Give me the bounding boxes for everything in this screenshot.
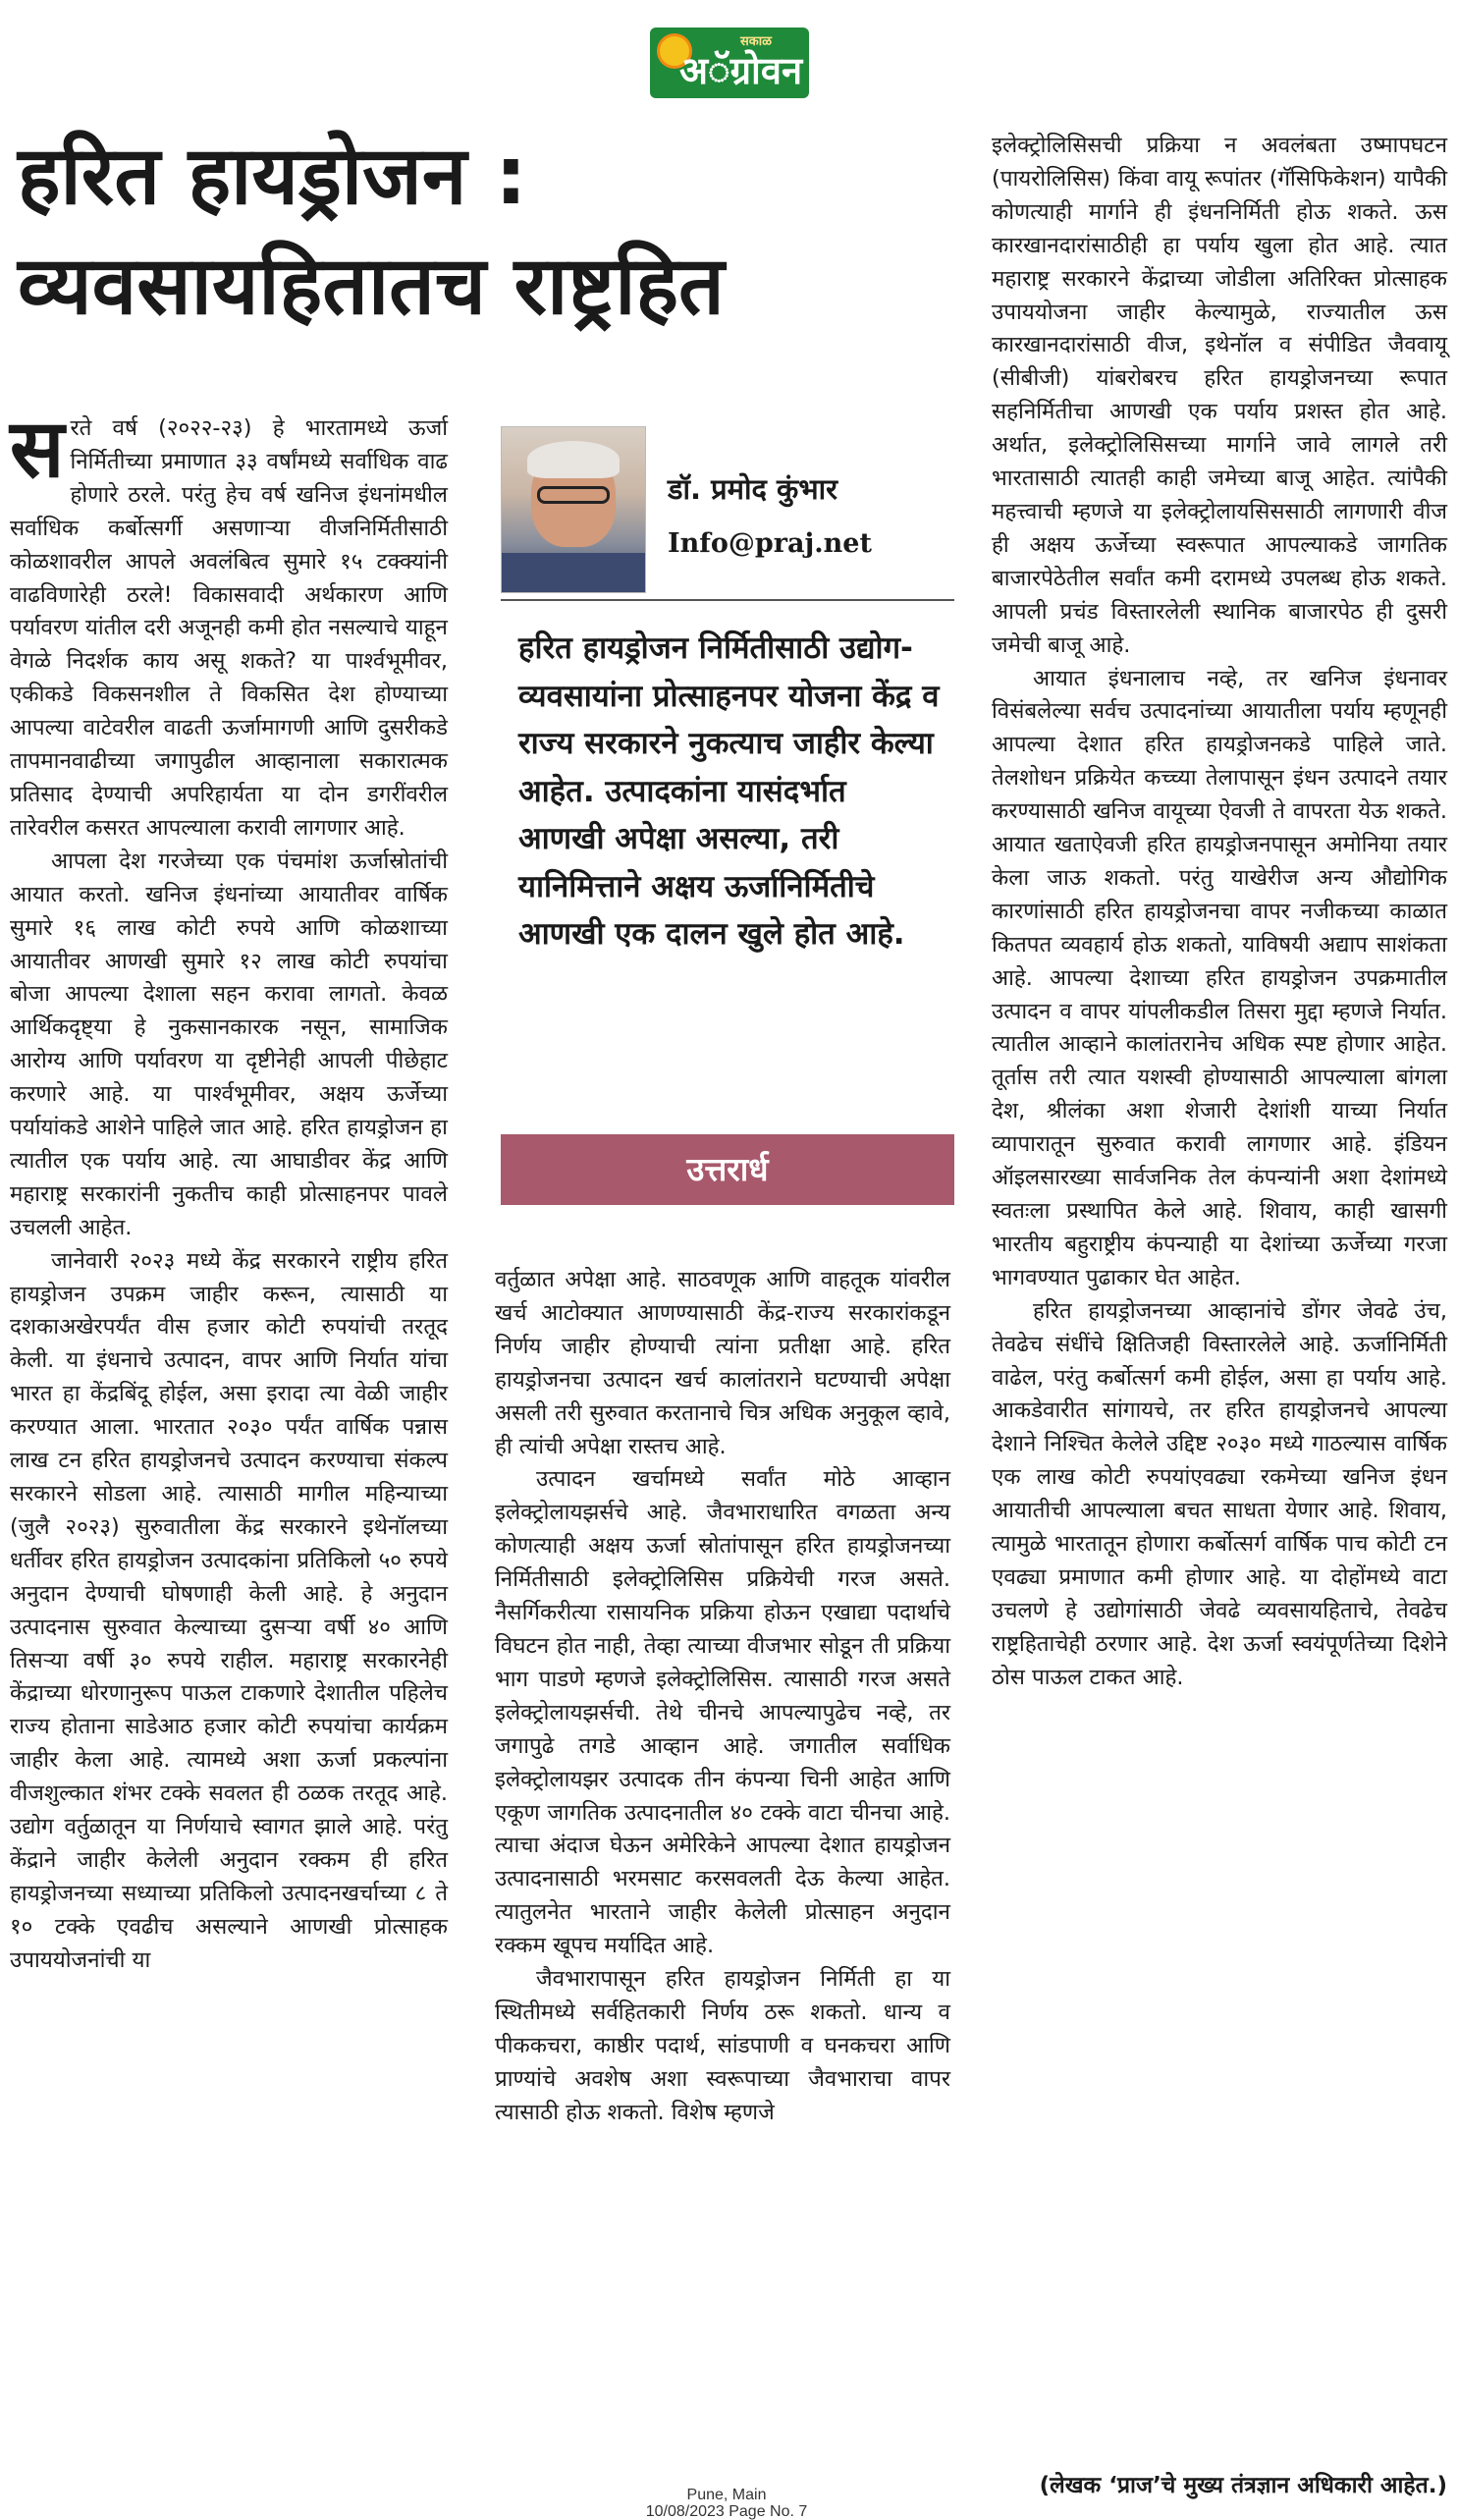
paragraph: हरित हायड्रोजनच्या आव्हानांचे डोंगर जेवढे उंच, तेवढेच संधींचे क्षितिजही विस्तारलेले आहे. ऊर्जानिर्मिती वाढेल, परंतु कर्बोत्सर्ग कमी होईल, असा हा पर्याय आहे. आकडेवारीत सांगायचे, तर हरित हायड्रोजनचे आपल्या देशाने निश्चित केलेले उद्दिष्ट २०३० मध्ये गाठल्यास वार्षिक एक लाख कोटी रुपयांएवढ्या रकमेच्या खनिज इंधन आयातीची आपल्याला बचत साधता येणार आहे. शिवाय, त्यामुळे भारतातून होणारा कर्बोत्सर्ग वार्षिक पाच कोटी टन एवढ्या प्रमाणात कमी होणार आहे. या दोहोंमध्ये वाटा उचलणे हे उद्योगांसाठी जेवढे व्यवसायहिताचे, तेवढेच राष्ट्रहिताचेही ठरणार आहे. देश ऊर्जा स्वयंपूर्णतेच्या दिशेने ठोस पाऊल टाकत आहे. — [992, 1297, 1447, 1690]
footer-date-page: 10/08/2023 Page No. 7 — [645, 2503, 808, 2520]
paragraph: सरते वर्ष (२०२२-२३) हे भारतामध्ये ऊर्जा निर्मितीच्या प्रमाणात ३३ वर्षांमध्ये सर्वाधिक वाढ होणारे ठरले. परंतु हेच वर्ष खनिज इंधनांमधील सर्वाधिक कर्बोत्सर्गी असणाऱ्या वीजनिर्मितीसाठी कोळशावरील आपले अवलंबित्व सुमारे १५ टक्क्यांनी वाढविणारेही ठरले! विकासवादी अर्थकारण आणि पर्यावरण यांतील दरी अजूनही कमी होत नसल्याचे याहून वेगळे निदर्शक काय असू शकते? या पार्श्वभूमीवर, एकीकडे विकसनशील ते विकसित देश होण्याच्या आपल्या वाटेवरील वाढती ऊर्जामागणी आणि दुसरीकडे तापमानवाढीच्या जगापुढील आव्हानाला सकारात्मक प्रतिसाद देण्याची अपरिहार्यता या दोन डगरींवरील तारेवरील कसरत आपल्याला करावी लागणार आहे. — [10, 403, 448, 841]
paragraph: जानेवारी २०२३ मध्ये केंद्र सरकारने राष्ट्रीय हरित हायड्रोजन उपक्रम जाहीर करून, त्यासाठी या दशकाअखेरपर्यंत वीस हजार कोटी रुपयांची तरतूद केली. या इंधनाचे उत्पादन, वापर आणि निर्यात यांचा भारत हा केंद्रबिंदू होईल, असा इरादा त्या वेळी जाहीर करण्यात आला. भारतात २०३० पर्यंत वार्षिक पन्नास लाख टन हरित हायड्रोजनचे उत्पादन करण्याचा संकल्प सरकारने सोडला आहे. त्यासाठी मागील महिन्याच्या (जुलै २०२३) सुरुवातीला केंद्र सरकारने इथेनॉलच्या धर्तीवर हरित हायड्रोजन उत्पादकांना प्रतिकिलो ५० रुपये अनुदान देण्याची घोषणाही केली आहे. हे अनुदान उत्पादनास सुरुवात केल्याच्या दुसऱ्या वर्षी ४० आणि तिसऱ्या वर्षी ३० रुपये राहील. महाराष्ट्र सरकारनेही केंद्राच्या धोरणानुरूप पाऊल टाकणारे देशातील पहिलेच राज्य होताना साडेआठ हजार कोटी रुपयांचा कार्यक्रम जाहीर केला आहे. त्यामध्ये अशा ऊर्जा प्रकल्पांना वीजशुल्कात शंभर टक्के सवलत ही ठळक तरतूद आहे. उद्योग वर्तुळातून या निर्णयाचे स्वागत झाले आहे. परंतु केंद्राने जाहीर केलेली अनुदान रक्कम ही हरित हायड्रोजनच्या सध्याच्या प्रतिकिलो उत्पादनखर्चाच्या ८ ते १० टक्के एवढीच असल्याने आणखी प्रोत्साहक उपाययोजनांची या — [10, 1247, 448, 1973]
headline — [18, 122, 999, 342]
pull-quote: हरित हायड्रोजन निर्मितीसाठी उद्योग-व्यवसायांना प्रोत्साहनपर योजना केंद्र व राज्य सरकारने नुकत्याच जाहीर केल्या आहेत. उत्पादकांना यासंदर्भात आणखी अपेक्षा असल्या, तरी यानिमित्ताने अक्षय ऊर्जानिर्मितीचे आणखी एक दालन खुले होत आहे. — [518, 630, 940, 952]
headline-line-2: व्यवसायहितातच राष्ट्रहित — [18, 240, 725, 333]
paragraph: उत्पादन खर्चामध्ये सर्वांत मोठे आव्हान इलेक्ट्रोलायझर्सचे आहे. जैवभाराधारित वगळता अन्य कोणत्याही अक्षय ऊर्जा स्रोतांपासून हरित हायड्रोजनच्या निर्मितीसाठी इलेक्ट्रोलिसिस प्रक्रियेची गरज असते. नैसर्गिकरीत्या रासायनिक प्रक्रिया होऊन एखाद्या पदार्थाचे विघटन होत नाही, तेव्हा त्याच्या वीजभार सोडून ती प्रक्रिया भाग पाडणे म्हणजे इलेक्ट्रोलिसिस. त्यासाठी गरज असते इलेक्ट्रोलायझर्सची. तेथे चीनचे आपल्यापुढेच नव्हे, तर जगापुढे तगडे आव्हान आहे. जगातील सर्वाधिक इलेक्ट्रोलायझर उत्पादक तीन कंपन्या चिनी आहेत आणि एकूण जागतिक उत्पादनातील ४० टक्के वाटा चीनचा आहे. त्याचा अंदाज घेऊन अमेरिकेने आपल्या देशात हायड्रोजन उत्पादनासाठी भरमसाट करसवलती देऊ केल्या आहेत. त्यातुलनेत भारताने जाहीर केलेली प्रोत्साहन अनुदान रक्कम खूपच मर्यादित आहे. — [495, 1466, 950, 1959]
masthead-small-text: सकाळ — [740, 34, 773, 49]
author-photo — [501, 426, 646, 593]
paragraph: जैवभारापासून हरित हायड्रोजन निर्मिती हा या स्थितीमध्ये सर्वहितकारी निर्णय ठरू शकतो. धान्य व पीककचरा, काष्ठीर पदार्थ, सांडपाणी व घनकचरा आणि प्राण्यांचे अवशेष अशा स्वरूपाच्या जैवभाराचा वापर त्यासाठी होऊ शकतो. विशेष म्हणजे — [495, 1966, 950, 2125]
paragraph: इलेक्ट्रोलिसिसची प्रक्रिया न अवलंबता उष्मापघटन (पायरोलिसिस) किंवा वायू रूपांतर (गॅसिफिकेशन) यापैकी कोणत्याही मार्गाने ही इंधननिर्मिती होऊ शकते. ऊस कारखानदारांसाठीही हा पर्याय खुला होत आहे. त्यात महाराष्ट्र सरकारने केंद्राच्या जोडीला अतिरिक्त प्रोत्साहक उपाययोजना जाहीर केल्यामुळे, राज्यातील ऊस कारखानदारांसाठी वीज, इथेनॉल व संपीडित जैववायू (सीबीजी) यांबरोबरच हरित हायड्रोजनच्या रूपात सहनिर्मितीचा आणखी एक पर्याय प्रशस्त होत आहे. अर्थात, इलेक्ट्रोलिसिसच्या मार्गाने जावे लागले तरी भारतासाठी त्यातही काही जमेच्या बाजू आहेत. त्यांपैकी महत्त्वाची म्हणजे या इलेक्ट्रोलायसिससाठी लागणारी वीज ही अक्षय ऊर्जेच्या स्वरूपात आपल्याकडे जागतिक बाजारपेठेतील सर्वांत कमी दरामध्ये उपलब्ध होऊ शकते. आपली प्रचंड विस्तारलेली स्थानिक बाजारपेठ ही दुसरी जमेची बाजू आहे. — [992, 133, 1447, 658]
author-note: (लेखक ‘प्राज’चे मुख्य तंत्रज्ञान अधिकारी आहेत.) — [1039, 2473, 1447, 2498]
footer-edition: Pune, Main — [686, 2487, 767, 2503]
author-name: डॉ. प्रमोद कुंभार — [668, 472, 838, 506]
paragraph: आपला देश गरजेच्या एक पंचमांश ऊर्जास्रोतांची आयात करतो. खनिज इंधनांच्या आयातीवर वार्षिक सुमारे १६ लाख कोटी रुपये आणि कोळशाच्या आयातीवर आणखी सुमारे १२ लाख कोटी रुपयांचा बोजा आपल्या देशाला सहन करावा लागतो. केवळ आर्थिकदृष्ट्या हे नुकसानकारक नसून, सामाजिक आरोग्य आणि पर्यावरण या दृष्टीनेही आपली पीछेहाट करणारे आहे. या पार्श्वभूमीवर, अक्षय ऊर्जेच्या पर्यायांकडे आशेने पाहिले जात आहे. हरित हायड्रोजन हा त्यातील एक पर्याय आहे. त्या आघाडीवर केंद्र आणि महाराष्ट्र सरकारांनी नुकतीच काही प्रोत्साहनपर पावले उचलली आहेत. — [10, 848, 448, 1240]
article-column-2 — [495, 1264, 950, 2130]
article-column-3 — [992, 130, 1447, 1695]
page-footer — [550, 2487, 903, 2520]
article-column-1 — [10, 403, 448, 1978]
divider — [501, 599, 954, 601]
paragraph: आयात इंधनालाच नव्हे, तर खनिज इंधनावर विसंबलेल्या सर्वच उत्पादनांच्या आयातीला पर्याय म्हणूनही आपल्या देशात हरित हायड्रोजनकडे पाहिले जाते. तेलशोधन प्रक्रियेत कच्च्या तेलापासून इंधन उत्पादने तयार करण्यासाठी खनिज वायूच्या ऐवजी ते वापरता येऊ शकते. आयात खताऐवजी हरित हायड्रोजनपासून अमोनिया तयार केला जाऊ शकतो. परंतु याखेरीज अन्य औद्योगिक कारणांसाठी हरित हायड्रोजनचा वापर नजीकच्या काळात कितपत व्यवहार्य होऊ शकतो, याविषयी अद्याप साशंकता आहे. आपल्या देशाच्या हरित हायड्रोजन उपक्रमातील उत्पादन व वापर यांपलीकडील तिसरा मुद्दा म्हणजे निर्यात. त्यातील आव्हाने कालांतरानेच अधिक स्पष्ट होणार आहेत. तूर्तास तरी त्यात यशस्वी होण्यासाठी आपल्याला बांगला देश, श्रीलंका अशा शेजारी देशांशी याच्या निर्यात व्यापारातून सुरुवात करावी लागणार आहे. इंडियन ऑइलसारख्या सार्वजनिक तेल कंपन्यांनी अशा देशांमध्ये स्वतःला प्रस्थापित केले आहे. शिवाय, काही खासगी भारतीय बहुराष्ट्रीय कंपन्याही या देशांच्या ऊर्जेच्या गरजा भागवण्यात पुढाकार घेत आहेत. — [992, 665, 1447, 1290]
headline-line-1: हरित हायड्रोजन : — [18, 130, 527, 223]
author-email: Info@praj.net — [668, 528, 872, 559]
section-banner: उत्तरार्ध — [501, 1134, 954, 1205]
masthead-brand: अॅग्रोवन — [679, 49, 803, 92]
masthead-logo — [650, 27, 809, 98]
drop-cap: स — [10, 403, 65, 496]
paragraph: वर्तुळात अपेक्षा आहे. साठवणूक आणि वाहतूक यांवरील खर्च आटोक्यात आणण्यासाठी केंद्र-राज्य सरकारांकडून निर्णय जाहीर होण्याची त्यांना प्रतीक्षा आहे. हरित हायड्रोजनचा उत्पादन खर्च कालांतराने घटण्याची अपेक्षा असली तरी सुरुवात करतानाचे चित्र अधिक अनुकूल व्हावे, ही त्यांची अपेक्षा रास्तच आहे. — [495, 1267, 950, 1459]
